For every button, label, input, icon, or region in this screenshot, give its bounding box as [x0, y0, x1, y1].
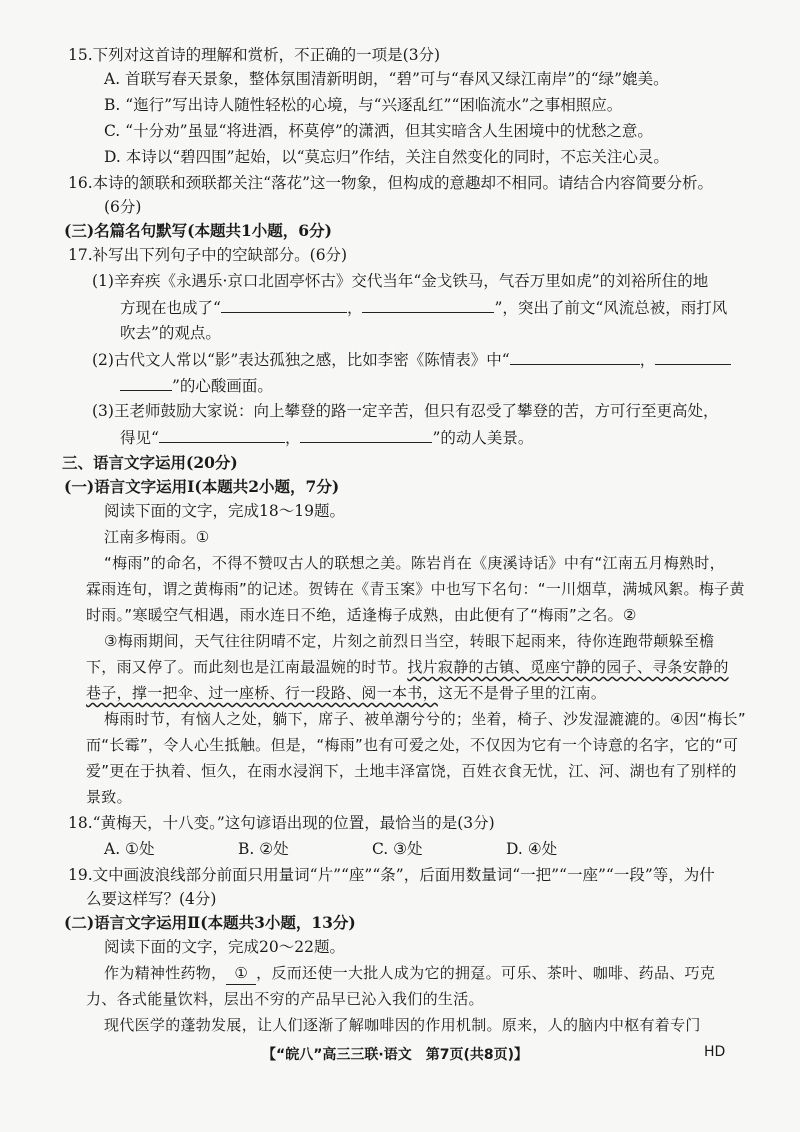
- passage1-line: 而“长霉”，令人心生抵触。但是，“梅雨”也有可爱之处，不仅因为它有一个诗意的名字，它的“可: [86, 736, 739, 754]
- q17-part2-text-b: ”的心酸画面。: [172, 377, 273, 395]
- passage1-line: ③梅雨期间，天气往往阴晴不定，片刻之前烈日当空，转眼下起雨来，待你连跑带颠躲至檐: [104, 632, 715, 650]
- subsection-1-header: (一)语言文字运用Ⅰ(本题共2小题，7分): [64, 477, 340, 496]
- q15-option-b: B. “迤行”写出诗人随性轻松的心境，与“兴逐乱红”“困临流水”之事相照应。: [104, 96, 623, 114]
- q15-option-c: C. “十分劝”虽显“将进酒，杯莫停”的潇洒，但其实暗含人生困境中的忧愁之意。: [104, 122, 653, 140]
- passage1-text: 这无不是骨子里的江南。: [437, 684, 607, 702]
- passage1-line: 景致。: [86, 788, 132, 806]
- q15-option-d: D. 本诗以“碧四围”起始，以“莫忘归”作结，关注自然变化的同时，不忘关注心灵。: [104, 148, 669, 166]
- passage1-line: “梅雨”的命名，不得不赞叹古人的联想之美。陈岩肖在《庚溪诗话》中有“江南五月梅熟时，: [104, 554, 725, 572]
- q17-part2-comma: ，: [639, 351, 656, 369]
- passage1-line: 霖雨连旬，谓之黄梅雨”的记述。贺铸在《青玉案》中也写下名句：“一川烟草，满城风絮。梅子黄: [86, 580, 745, 598]
- q18-stem: 18.“黄梅天，十八变。”这句谚语出现的位置，最恰当的是(3分): [68, 814, 495, 832]
- answer-blank[interactable]: [510, 348, 640, 365]
- passage1-text: 下，雨又停了。而此刻也是江南最温婉的时节。: [86, 658, 408, 676]
- reading-instruction-2: 阅读下面的文字，完成20～22题。: [104, 938, 345, 956]
- q17-part1-text-c: ”，突出了前文“风流总被，雨打风: [494, 299, 728, 317]
- footer-code: HD: [704, 1044, 726, 1060]
- q18-option-d: D. ④处: [506, 840, 558, 858]
- passage1-line: 江南多梅雨。①: [104, 528, 210, 546]
- passage1-line: [86, 656, 729, 678]
- answer-blank[interactable]: [655, 348, 731, 365]
- answer-blank[interactable]: [300, 426, 432, 443]
- fill-blank-1[interactable]: ①: [226, 962, 256, 985]
- part-3-title: 三、语言文字运用(20分): [62, 453, 238, 472]
- q17-part1-line1: (1)辛弃疾《永遇乐·京口北固亭怀古》交代当年“金戈铁马，气吞万里如虎”的刘裕所住的地: [92, 272, 709, 290]
- q19-stem-cont: 么要这样写？(4分): [86, 890, 217, 908]
- passage2-text: 作为精神性药物，: [104, 964, 227, 982]
- passage2-line: 现代医学的蓬勃发展，让人们逐渐了解咖啡因的作用机制。原来，人的脑内中枢有着专门: [104, 1016, 701, 1034]
- passage1-line: 梅雨时节，有恼人之处，躺下，席子、被单潮兮兮的；坐着，椅子、沙发湿漉漉的。④因“梅长”: [104, 710, 746, 728]
- subsection-2-header: (二)语言文字运用Ⅱ(本题共3小题，13分): [64, 913, 356, 932]
- passage2-line: 力、各式能量饮料，层出不穷的产品早已沁入我们的生活。: [86, 990, 484, 1008]
- q17-part3-line1: (3)王老师鼓励大家说：向上攀登的路一定辛苦，但只有忍受了攀登的苦，方可行至更高处，: [92, 402, 719, 420]
- wavy-underlined-text: 找片寂静的古镇、觅座宁静的园子、寻条安静的: [407, 658, 729, 676]
- q15-option-a: A. 首联写春天景象，整体氛围清新明朗，“碧”可与“春风又绿江南岸”的“绿”媲美。: [104, 70, 669, 88]
- q18-option-c: C. ③处: [372, 840, 423, 858]
- passage2-line: [104, 962, 715, 985]
- answer-blank[interactable]: [362, 296, 494, 313]
- q15-stem: 15.下列对这首诗的理解和赏析，不正确的一项是(3分): [68, 46, 441, 64]
- q17-part1-text-a: 方现在也成了“: [120, 299, 221, 317]
- q17-part3-comma: ，: [284, 429, 301, 447]
- q17-part3-text-a: 得见“: [120, 429, 159, 447]
- q16-score: (6分): [104, 198, 142, 216]
- q16-stem: 16.本诗的颔联和颈联都关注“落花”这一物象，但构成的意趣却不相同。请结合内容简要分析。: [68, 174, 714, 192]
- q17-part1-comma: ，: [346, 299, 363, 317]
- q18-option-b: B. ②处: [238, 840, 289, 858]
- q17-part2-text-a: (2)古代文人常以“影”表达孤独之感，比如李密《陈情表》中“: [92, 351, 510, 369]
- passage2-text: ，反而还使一大批人成为它的拥趸。可乐、茶叶、咖啡、药品、巧克: [256, 964, 716, 982]
- answer-blank[interactable]: [120, 374, 172, 391]
- page-footer: 【“皖八”高三三联·语文 第7页(共8页)】: [262, 1047, 528, 1063]
- section-3-header: (三)名篇名句默写(本题共1小题，6分): [64, 221, 332, 240]
- q18-option-a: A. ①处: [104, 840, 155, 858]
- answer-blank[interactable]: [221, 296, 347, 313]
- passage1-line: 爱”更在于执着、恒久，在雨水浸润下，土地丰泽富饶，百姓衣食无忧，江、河、湖也有了别样的: [86, 762, 737, 780]
- q17-stem: 17.补写出下列句子中的空缺部分。(6分): [68, 246, 348, 264]
- answer-blank[interactable]: [159, 426, 285, 443]
- q17-part1-line2: [120, 296, 727, 319]
- q17-part2-line1: [92, 348, 731, 371]
- passage1-line: [86, 682, 606, 704]
- q17-part3-line2: [120, 426, 533, 449]
- q19-stem: 19.文中画波浪线部分前面只用量词“片”“座”“条”，后面用数量词“一把”“一座”“一段”等，为什: [68, 866, 715, 884]
- passage1-line: 时雨。”寒暖空气相遇，雨水连日不绝，适逢梅子成熟，由此便有了“梅雨”之名。②: [86, 606, 637, 624]
- q17-part2-line2: [120, 374, 273, 397]
- reading-instruction-1: 阅读下面的文字，完成18～19题。: [104, 502, 345, 520]
- q17-part1-line3: 吹去”的观点。: [120, 324, 221, 342]
- q17-part3-text-c: ”的动人美景。: [432, 429, 534, 447]
- wavy-underlined-text: 巷子，撑一把伞、过一座桥、行一段路、阅一本书，: [86, 684, 438, 702]
